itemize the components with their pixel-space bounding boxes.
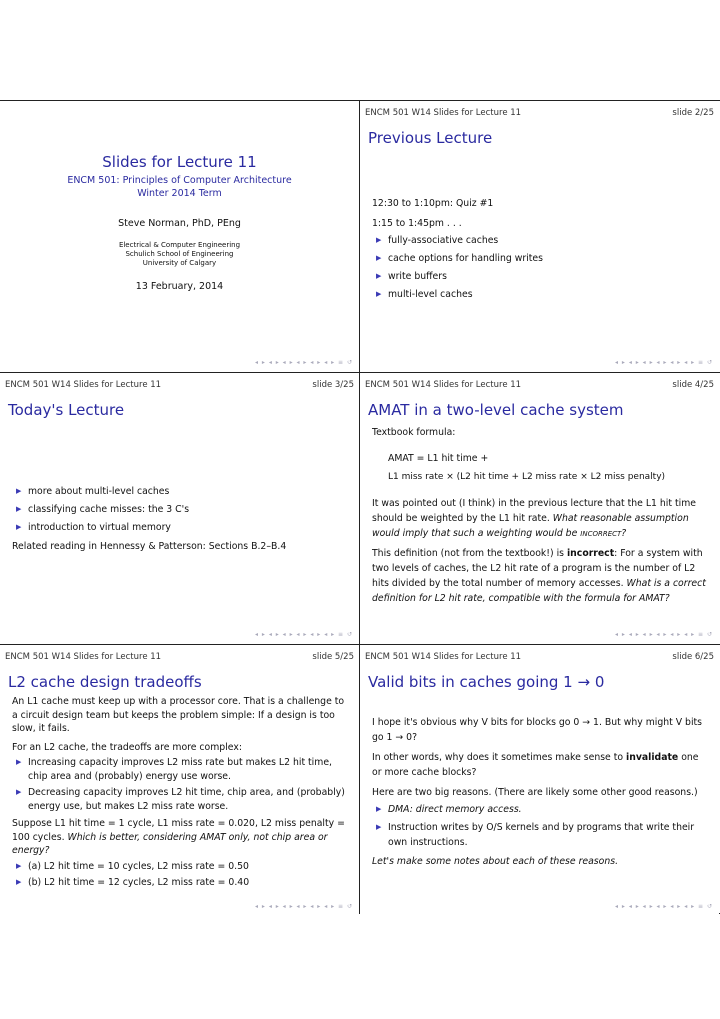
slide-number: slide 2/25 — [672, 108, 714, 118]
slide-header: ENCM 501 W14 Slides for Lecture 11 slide 3/25 — [5, 380, 354, 390]
department: Electrical & Computer Engineering — [118, 241, 241, 249]
bullet-icon: ▶ — [376, 236, 382, 244]
paragraph: Here are two big reasons. (There are likely some other good reasons.) — [372, 787, 698, 798]
paragraph: An L1 cache must keep up with a processor core. That is a challenge to a circuit design team but keeps the problem simple: If a design is too slow, it fails. — [12, 696, 345, 734]
bullet-icon: ▶ — [376, 272, 382, 280]
list-item: ▶ write buffers — [376, 271, 447, 282]
slide-number: slide 5/25 — [312, 652, 354, 662]
paragraph: It was pointed out (I think) in the previous lecture that the L1 hit time should be weighted by the L1 hit rate. What reasonable assumption would imply that such a weighting would be incorrect? — [372, 498, 696, 539]
bullet-icon: ▶ — [16, 487, 22, 495]
list-item: ▶ Increasing capacity improves L2 miss rate but makes L2 hit time, chip area and (probably) energy use worse. — [16, 757, 333, 782]
school: Schulich School of Engineering — [125, 250, 234, 258]
list-item: ▶ more about multi-level caches — [16, 486, 170, 497]
reading-note: Related reading in Hennessy & Patterson: Sections B.2–B.4 — [12, 541, 287, 552]
quiz-line: 12:30 to 1:10pm: Quiz #1 — [372, 198, 494, 209]
slide-number: slide 4/25 — [672, 380, 714, 390]
list-item: ▶ introduction to virtual memory — [16, 522, 171, 533]
slide-3 — [0, 373, 359, 643]
bullet-icon: ▶ — [16, 861, 22, 870]
list-item: ▶ classifying cache misses: the 3 C's — [16, 504, 190, 515]
beamer-nav-icon[interactable]: ◂ ▸ ◂ ▸ ◂ ▸ ◂ ▸ ◂ ▸ ◂ ▸ ≡ ↺ — [615, 903, 713, 910]
paragraph: Suppose L1 hit time = 1 cycle, L1 miss rate = 0.020, L2 miss penalty = 100 cycles. Which is better, considering AMAT only, not chip area or energy? — [12, 818, 345, 856]
paragraph: In other words, why does it sometimes make sense to invalidate one or more cache blocks? — [372, 752, 699, 778]
bullet-icon: ▶ — [16, 758, 22, 766]
bullet-icon: ▶ — [16, 878, 22, 886]
slide-5 — [0, 645, 359, 915]
slide-body — [372, 425, 709, 611]
beamer-nav-icon[interactable]: ◂ ▸ ◂ ▸ ◂ ▸ ◂ ▸ ◂ ▸ ◂ ▸ ≡ ↺ — [615, 631, 713, 638]
bullet-icon: ▶ — [376, 290, 382, 298]
bullet-icon: ▶ — [376, 805, 382, 813]
slide-body — [12, 695, 349, 894]
slide-header: ENCM 501 W14 Slides for Lecture 11 slide 5/25 — [5, 652, 354, 662]
slide-4 — [360, 373, 719, 643]
list-item: ▶ Decreasing capacity improves L2 hit time, chip area, and (probably) energy use, but makes L2 miss rate worse. — [16, 787, 345, 812]
slide-header: ENCM 501 W14 Slides for Lecture 11 slide 2/25 — [365, 108, 714, 118]
slide-header: ENCM 501 W14 Slides for Lecture 11 slide 4/25 — [365, 380, 714, 390]
list-item: ▶ multi-level caches — [376, 289, 473, 300]
paragraph: I hope it's obvious why V bits for blocks go 0 → 1. But why might V bits go 1 → 0? — [372, 717, 703, 743]
slide-header: ENCM 501 W14 Slides for Lecture 11 slide 6/25 — [365, 652, 714, 662]
slide-6 — [360, 645, 719, 915]
slide-title: Valid bits in caches going 1 → 0 — [368, 673, 605, 691]
list-item: ▶ DMA: direct memory access. — [376, 804, 522, 815]
formula-line-1: AMAT = L1 hit time + — [388, 453, 489, 464]
beamer-nav-icon[interactable]: ◂ ▸ ◂ ▸ ◂ ▸ ◂ ▸ ◂ ▸ ◂ ▸ ≡ ↺ — [255, 631, 353, 638]
lecture-time-line: 1:15 to 1:45pm . . . — [372, 218, 462, 229]
slide-2 — [360, 101, 719, 371]
bullet-icon: ▶ — [16, 505, 22, 513]
beamer-nav-icon[interactable]: ◂ ▸ ◂ ▸ ◂ ▸ ◂ ▸ ◂ ▸ ◂ ▸ ≡ ↺ — [255, 903, 353, 910]
list-item: ▶ Instruction writes by O/S kernels and by programs that write their own instructions. — [376, 822, 695, 848]
slide-title: Slides for Lecture 11 — [102, 153, 257, 171]
slide-body — [372, 196, 709, 306]
list-item: ▶ (b) L2 hit time = 12 cycles, L2 miss rate = 0.40 — [16, 877, 250, 888]
slide-title: Previous Lecture — [368, 129, 493, 147]
list-item: ▶ cache options for handling writes — [376, 253, 543, 264]
bullet-icon: ▶ — [376, 254, 382, 262]
slide-body — [372, 715, 709, 874]
beamer-nav-icon[interactable]: ◂ ▸ ◂ ▸ ◂ ▸ ◂ ▸ ◂ ▸ ◂ ▸ ≡ ↺ — [255, 359, 353, 366]
slide-number: slide 3/25 — [312, 380, 354, 390]
intro-text: Textbook formula: — [372, 427, 456, 438]
bullet-icon: ▶ — [16, 788, 22, 796]
paragraph: Let's make some notes about each of these reasons. — [372, 856, 619, 867]
slide-title: Today's Lecture — [8, 401, 125, 419]
course-name: ENCM 501: Principles of Computer Architecture — [67, 175, 292, 186]
list-item: ▶ (a) L2 hit time = 10 cycles, L2 miss rate = 0.50 — [16, 860, 249, 872]
lecture-date: 13 February, 2014 — [135, 281, 224, 292]
slide-title: L2 cache design tradeoffs — [8, 673, 202, 691]
list-item: ▶ fully-associative caches — [376, 235, 499, 246]
university: University of Calgary — [142, 259, 217, 267]
beamer-nav-icon[interactable]: ◂ ▸ ◂ ▸ ◂ ▸ ◂ ▸ ◂ ▸ ◂ ▸ ≡ ↺ — [615, 359, 713, 366]
slide-body — [12, 484, 349, 559]
bullet-icon: ▶ — [16, 523, 22, 531]
formula-line-2: L1 miss rate × (L2 hit time + L2 miss rate × L2 miss penalty) — [388, 472, 666, 482]
term: Winter 2014 Term — [137, 188, 222, 199]
author: Steve Norman, PhD, PEng — [118, 218, 241, 229]
paragraph: This definition (not from the textbook!) is incorrect: For a system with two levels of caches, the L2 hit rate of a program is the number of L2 hits divided by the total number of memory accesses. What is a correct definition for L2 hit rate, compatible with the formula for AMAT? — [372, 548, 706, 604]
bullet-icon: ▶ — [376, 823, 382, 831]
slide-1 — [0, 101, 359, 371]
paragraph: For an L2 cache, the tradeoffs are more complex: — [12, 741, 242, 753]
slide-title: AMAT in a two-level cache system — [368, 401, 624, 419]
slide-number: slide 6/25 — [672, 652, 714, 662]
